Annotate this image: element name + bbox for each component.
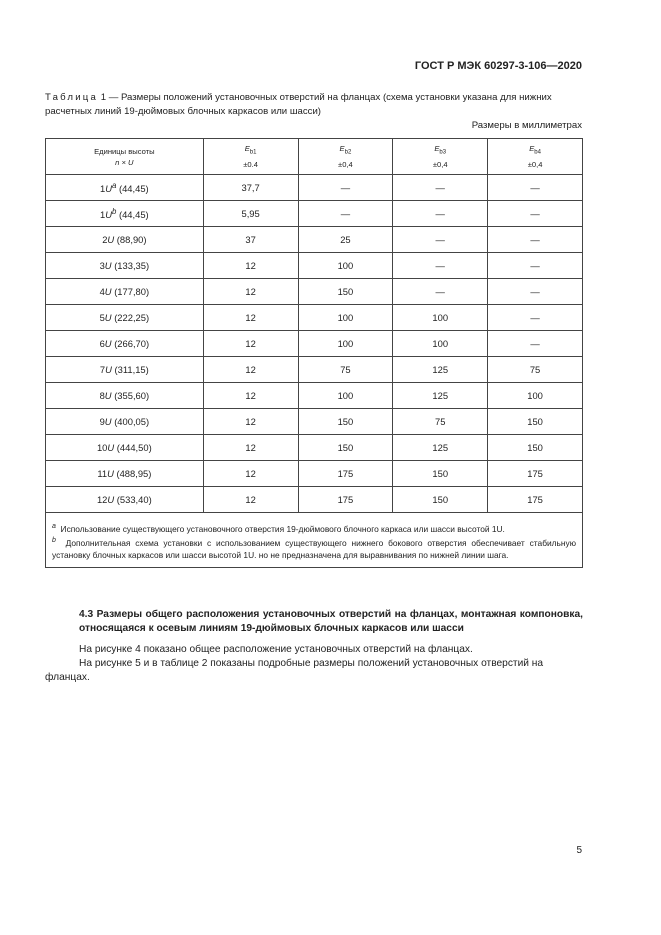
value-cell-eb3: —	[393, 253, 488, 279]
value-cell-eb1: 12	[203, 461, 298, 487]
value-cell-eb1: 12	[203, 305, 298, 331]
height-unit-cell: 12U (533,40)	[46, 487, 204, 513]
value-cell-eb1: 37,7	[203, 175, 298, 201]
table-row	[46, 305, 583, 331]
table-header-row	[46, 139, 583, 175]
table-notes-row	[46, 513, 583, 568]
value-cell-eb2: —	[298, 175, 393, 201]
value-cell-eb1: 12	[203, 253, 298, 279]
value-cell-eb3: 100	[393, 331, 488, 357]
height-unit-cell: 9U (400,05)	[46, 409, 204, 435]
caption-text: 1 — Размеры положений установочных отверстий на фланцах (схема установки указана для нижних расчетных линий 19-дюймовых блочных каркасов или шасси)	[45, 92, 552, 117]
table-row	[46, 175, 583, 201]
value-cell-eb4: 175	[488, 461, 583, 487]
caption-label: Таблица	[45, 92, 99, 103]
units-note: Размеры в миллиметрах	[471, 120, 582, 131]
value-cell-eb1: 12	[203, 279, 298, 305]
table-row	[46, 279, 583, 305]
value-cell-eb2: 100	[298, 331, 393, 357]
value-cell-eb4: —	[488, 279, 583, 305]
note-a: $^a$ Использование существующего установочного отверстия 19-дюймового блочного каркаса или шасси высотой 1U.	[52, 523, 505, 534]
table-row	[46, 357, 583, 383]
table-row	[46, 461, 583, 487]
value-cell-eb2: 150	[298, 435, 393, 461]
table-row	[46, 409, 583, 435]
table-row	[46, 435, 583, 461]
value-cell-eb2: 150	[298, 279, 393, 305]
header-eb4: $E_{b4}$ ±0,4	[488, 139, 583, 175]
height-unit-cell: 3U (133,35)	[46, 253, 204, 279]
value-cell-eb2: 100	[298, 253, 393, 279]
section-heading: 4.3 Размеры общего расположения установочных отверстий на фланцах, монтажная компоновка, относящаяся к осевым линиям 19-дюймовых блочных каркасов или шасси	[79, 609, 583, 634]
value-cell-eb4: —	[488, 175, 583, 201]
value-cell-eb4: —	[488, 331, 583, 357]
document-header: ГОСТ Р МЭК 60297-3-106—2020	[414, 60, 582, 72]
height-unit-cell: 6U (266,70)	[46, 331, 204, 357]
header-eb2: $E_{b2}$ ±0,4	[298, 139, 393, 175]
table-notes	[46, 513, 583, 568]
value-cell-eb2: —	[298, 201, 393, 227]
value-cell-eb3: 150	[393, 461, 488, 487]
value-cell-eb2: 100	[298, 383, 393, 409]
value-cell-eb4: 150	[488, 409, 583, 435]
value-cell-eb4: 100	[488, 383, 583, 409]
table-row	[46, 201, 583, 227]
value-cell-eb2: 25	[298, 227, 393, 253]
height-unit-cell: 2U (88,90)	[46, 227, 204, 253]
value-cell-eb3: —	[393, 175, 488, 201]
value-cell-eb4: —	[488, 305, 583, 331]
value-cell-eb3: 125	[393, 357, 488, 383]
value-cell-eb2: 175	[298, 487, 393, 513]
header-eb1: $E_{b1}$ ±0.4	[203, 139, 298, 175]
table-row	[46, 331, 583, 357]
height-unit-cell: 5U (222,25)	[46, 305, 204, 331]
table-row	[46, 383, 583, 409]
value-cell-eb1: 12	[203, 357, 298, 383]
value-cell-eb1: 12	[203, 409, 298, 435]
height-unit-cell: 4U (177,80)	[46, 279, 204, 305]
value-cell-eb1: 12	[203, 331, 298, 357]
height-unit-cell: 8U (355,60)	[46, 383, 204, 409]
value-cell-eb4: 75	[488, 357, 583, 383]
paragraph-1: На рисунке 4 показано общее расположение установочных отверстий на фланцах.	[79, 644, 473, 655]
value-cell-eb2: 150	[298, 409, 393, 435]
page-number: 5	[576, 845, 582, 856]
dimensions-table	[45, 138, 583, 568]
value-cell-eb2: 175	[298, 461, 393, 487]
value-cell-eb3: —	[393, 279, 488, 305]
height-unit-cell: $1U^a$ (44,45)	[46, 175, 204, 201]
value-cell-eb3: 100	[393, 305, 488, 331]
value-cell-eb4: —	[488, 253, 583, 279]
value-cell-eb1: 12	[203, 435, 298, 461]
header-eb3: $E_{b3}$ ±0,4	[393, 139, 488, 175]
value-cell-eb1: 37	[203, 227, 298, 253]
height-unit-cell: 11U (488,95)	[46, 461, 204, 487]
value-cell-eb2: 75	[298, 357, 393, 383]
value-cell-eb3: 150	[393, 487, 488, 513]
value-cell-eb1: 12	[203, 383, 298, 409]
table-row	[46, 227, 583, 253]
value-cell-eb4: 175	[488, 487, 583, 513]
value-cell-eb2: 100	[298, 305, 393, 331]
value-cell-eb3: —	[393, 201, 488, 227]
value-cell-eb3: 75	[393, 409, 488, 435]
table-row	[46, 253, 583, 279]
value-cell-eb1: 5,95	[203, 201, 298, 227]
value-cell-eb4: —	[488, 201, 583, 227]
note-b: $^b$ Дополнительная схема установки с использованием существующего нижнего бокового отверстия обеспечивает стабильную установку блочных каркасов или шасси высотой 1U. но не предназначена для выравнивания по нижней линии шага.	[52, 537, 577, 560]
value-cell-eb3: —	[393, 227, 488, 253]
value-cell-eb4: 150	[488, 435, 583, 461]
value-cell-eb1: 12	[203, 487, 298, 513]
value-cell-eb4: —	[488, 227, 583, 253]
height-unit-cell: 10U (444,50)	[46, 435, 204, 461]
paragraph-2: На рисунке 5 и в таблице 2 показаны подробные размеры положений установочных отверстий на фланцах.	[45, 658, 544, 683]
height-unit-cell: $1U^b$ (44,45)	[46, 201, 204, 227]
height-unit-cell: 7U (311,15)	[46, 357, 204, 383]
table-row	[46, 487, 583, 513]
value-cell-eb3: 125	[393, 383, 488, 409]
table-caption	[45, 91, 583, 119]
header-height-units: Единицы высоты n × U	[46, 139, 204, 175]
value-cell-eb3: 125	[393, 435, 488, 461]
